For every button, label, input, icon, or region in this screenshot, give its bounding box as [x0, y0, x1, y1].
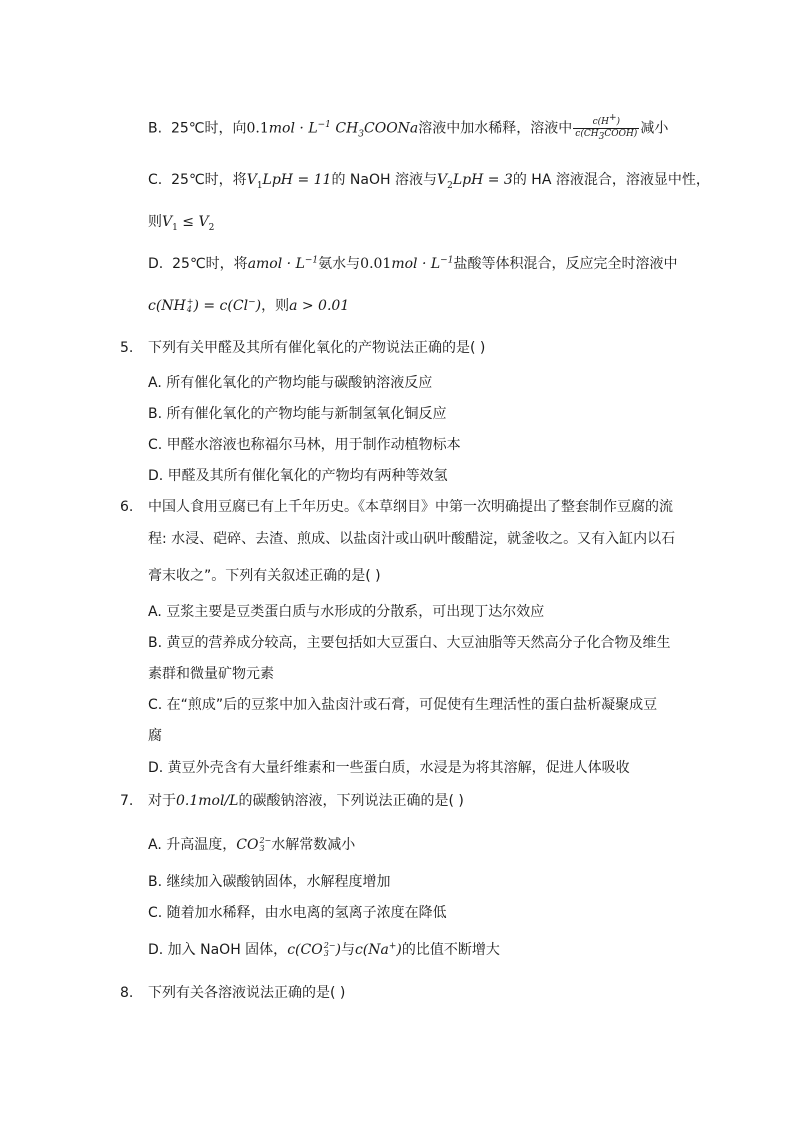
- text: 的 HA 溶液混合，溶液显中性，: [512, 172, 710, 188]
- option-a: [148, 835, 355, 855]
- option-letter: C.: [148, 172, 163, 188]
- formula: 0.01: [360, 256, 392, 272]
- option-c-cont: 腐: [148, 728, 162, 744]
- text: 25℃时，将: [171, 172, 247, 188]
- formula: a > 0.01: [289, 298, 350, 314]
- text: 与: [340, 942, 355, 958]
- option-c: C. 甲醛水溶液也称福尔马林，用于制作动植物标本: [148, 437, 461, 453]
- formula-sup: 2−: [323, 941, 336, 950]
- formula: ) = c(Cl: [193, 298, 249, 314]
- q4-option-c-cont: [148, 212, 214, 232]
- formula-sup: −: [248, 297, 256, 308]
- text: 减小: [640, 120, 669, 137]
- option-letter: B.: [148, 120, 163, 137]
- formula-exp: −1: [304, 255, 319, 266]
- formula-exp: −1: [317, 119, 331, 130]
- text: 氨水与: [318, 256, 361, 272]
- text: D. 加入 NaOH 固体，: [148, 942, 288, 958]
- question-stem: 下列有关各溶液说法正确的是( ): [148, 985, 346, 1001]
- formula: LpH = 3: [452, 172, 513, 188]
- text: 25℃时，将: [172, 256, 248, 272]
- formula: 0.1mol/L: [176, 793, 239, 809]
- text: 的比值不断增大: [401, 942, 500, 958]
- fraction-den-end: COOH): [604, 129, 638, 139]
- question-stem: 中国人食用豆腐已有上千年历史。《本草纲目》中第一次明确提出了整套制作豆腐的流: [148, 499, 673, 515]
- formula-var: V: [162, 214, 173, 230]
- formula: 0.1: [246, 120, 269, 137]
- fraction-end: ): [616, 117, 621, 127]
- text: ，则: [261, 298, 290, 314]
- formula-sup: +: [388, 941, 397, 952]
- text: 溶液中加水稀释，溶液中: [418, 120, 573, 137]
- formula-unit: mol · L: [268, 120, 318, 137]
- formula: CO: [236, 837, 259, 853]
- option-b-cont: 素群和微量矿物元素: [148, 666, 274, 682]
- formula: ): [396, 942, 402, 958]
- fraction-denominator: c(CH: [575, 129, 599, 139]
- text: 的碳酸钠溶液，下列说法正确的是( ): [238, 793, 464, 809]
- formula-sup: 2−: [259, 836, 272, 845]
- option-a: A. 所有催化氧化的产物均能与碳酸钠溶液反应: [148, 375, 433, 391]
- q4-option-d: [148, 254, 677, 274]
- q4-option-d-cont: [148, 296, 349, 316]
- formula-sub: 1: [256, 180, 263, 191]
- formula: amol · L: [247, 256, 305, 272]
- formula-op: ≤: [177, 214, 199, 230]
- formula-sub: 3: [259, 844, 265, 853]
- formula-sub: 3: [358, 129, 365, 140]
- formula-exp: −1: [440, 255, 454, 266]
- question-number: 7.: [120, 793, 134, 809]
- formula: ): [335, 942, 341, 958]
- text: 盐酸等体积混合，反应完全时溶液中: [453, 256, 678, 272]
- formula-sub: 1: [172, 222, 178, 233]
- q4-option-c: [148, 170, 710, 190]
- fraction-numerator: c(H: [592, 117, 609, 127]
- question-number: 8.: [120, 985, 134, 1001]
- text: 则: [148, 214, 162, 230]
- formula: LpH = 11: [262, 172, 332, 188]
- text: 对于: [148, 793, 176, 809]
- formula-stack: [324, 942, 336, 958]
- option-c: C. 在“煎成”后的豆浆中加入盐卤汁或石膏，可促使有生理活性的蛋白盐析凝聚成豆: [148, 697, 658, 713]
- formula-sub: 2: [208, 222, 215, 233]
- formula-sub: 2: [447, 180, 453, 191]
- formula: c(Na: [354, 942, 389, 958]
- formula-var: V: [198, 214, 209, 230]
- formula: c(NH: [148, 298, 186, 314]
- formula-unit: mol · L: [391, 256, 441, 272]
- question-stem: 膏末收之”。下列有关叙述正确的是( ): [148, 568, 381, 584]
- formula-var: V: [246, 172, 257, 188]
- option-b: B. 所有催化氧化的产物均能与新制氢氧化铜反应: [148, 406, 447, 422]
- option-b: B. 黄豆的营养成分较高，主要包括如大豆蛋白、大豆油脂等天然高分子化合物及维生: [148, 635, 671, 651]
- formula-species-rest: COONa: [364, 120, 419, 137]
- formula: ): [255, 298, 262, 314]
- text: 25℃时，向: [170, 120, 247, 137]
- q4-option-b: [148, 113, 669, 142]
- text: 水解常数减小: [271, 837, 356, 853]
- text: A. 升高温度，: [148, 837, 237, 853]
- option-c: C. 随着加水稀释，由水电离的氢离子浓度在降低: [148, 905, 447, 921]
- question-stem: 下列有关甲醛及其所有催化氧化的产物说法正确的是( ): [148, 340, 486, 356]
- option-b: B. 继续加入碳酸钠固体，水解程度增加: [148, 874, 391, 890]
- option-d: D. 黄豆外壳含有大量纤维素和一些蛋白质，水浸是为将其溶解，促进人体吸收: [148, 760, 630, 776]
- fraction-sup: +: [608, 113, 617, 123]
- option-letter: D.: [148, 256, 164, 272]
- option-a: A. 豆浆主要是豆类蛋白质与水形成的分散系，可出现丁达尔效应: [148, 604, 545, 620]
- option-d: [148, 940, 500, 960]
- question-stem: [148, 791, 464, 811]
- formula-var: V: [436, 172, 448, 188]
- option-d: D. 甲醛及其所有催化氧化的产物均有两种等效氢: [148, 468, 448, 484]
- formula-sup: +: [186, 297, 194, 306]
- formula-sub: 3: [323, 949, 329, 958]
- question-number: 5.: [120, 340, 134, 356]
- formula: c(CO: [287, 942, 323, 958]
- text: 的 NaOH 溶液与: [331, 172, 437, 188]
- formula-species: CH: [335, 120, 359, 137]
- formula-stack: [259, 837, 271, 853]
- question-number: 6.: [120, 499, 134, 515]
- fraction-sub: 3: [598, 131, 605, 142]
- formula-sub: 4: [186, 305, 192, 314]
- ratio-fraction: [573, 113, 639, 142]
- question-stem: 程: 水浸、硙碎、去渣、煎成、以盐卤汁或山矾叶酸醋淀，就釜收之。又有入缸内以石: [148, 531, 676, 547]
